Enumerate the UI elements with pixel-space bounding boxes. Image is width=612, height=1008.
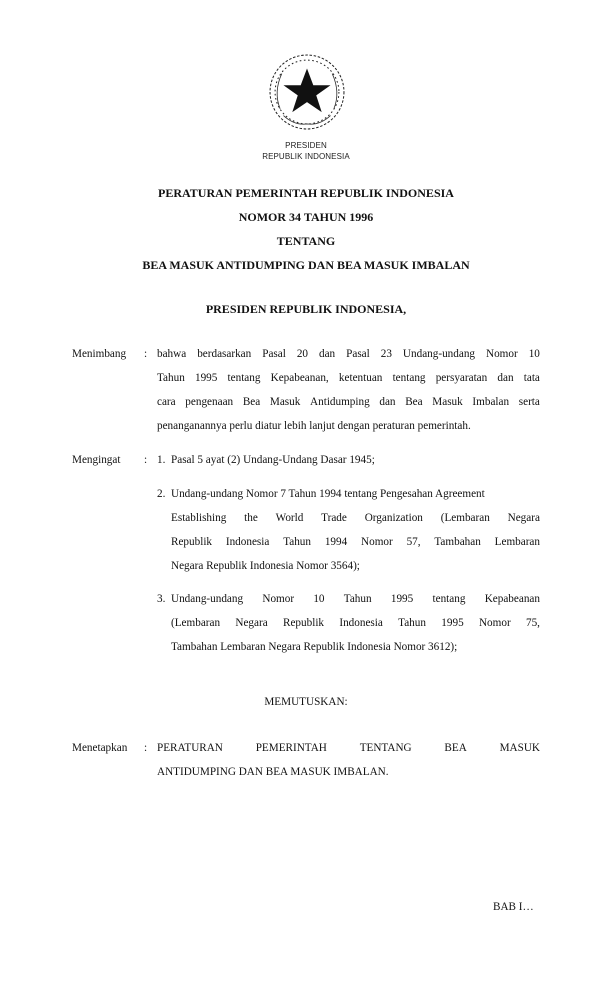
word: Imbalan [472,396,510,408]
word: Kepabeanan, [270,372,329,384]
word: BEA [444,742,467,754]
issuer-heading: PRESIDEN REPUBLIK INDONESIA, [205,302,407,316]
word: Pasal [346,348,370,360]
word: 10 [528,348,540,360]
word: Nomor [262,593,295,605]
mengingat-item-line: Pasal 5 ayat (2) Undang-Undang Dasar 1945; [171,454,375,466]
word: cara [157,396,176,408]
menimbang-line: penanganannya perlu diatur lebih lanjut dengan peraturan pemerintah. [157,420,471,432]
word: Nomor [486,348,518,360]
mengingat-item-line [171,616,540,630]
word: Organization [364,512,423,524]
word: bahwa [157,348,187,360]
word: dan [379,396,396,408]
word: PERATURAN [157,742,223,754]
word: dan [497,372,514,384]
word: Trade [321,512,347,524]
word: Establishing [171,512,227,524]
word: Nomor [361,536,393,548]
word: pengenaan [185,396,234,408]
word: Masuk [432,396,463,408]
menetapkan-line: ANTIDUMPING DAN BEA MASUK IMBALAN. [157,766,389,778]
word: 23 [380,348,392,360]
word: 1995 [390,593,414,605]
word: Masuk [269,396,301,408]
word: Republik [171,536,213,548]
mengingat-item-number: 2. [157,488,166,500]
word: MASUK [499,742,540,754]
word: 20 [296,348,309,360]
garuda-star-emblem-icon [265,50,349,134]
word: Tahun [157,372,185,384]
word: Pasal [262,348,286,360]
word: Republik [283,617,325,629]
memutuskan-heading: MEMUTUSKAN: [264,696,348,708]
menimbang-label: Menimbang [72,348,127,360]
menimbang-line [157,395,540,409]
regulation-subject: BEA MASUK ANTIDUMPING DAN BEA MASUK IMBALAN [142,258,470,272]
word: Lembaran [494,536,540,548]
emblem-caption-republik: REPUBLIK INDONESIA [262,152,350,161]
regulation-title: PERATURAN PEMERINTAH REPUBLIK INDONESIA [158,186,454,200]
word: tentang [392,372,426,384]
word: Undang-undang [171,593,244,605]
menetapkan-line [157,741,540,755]
word: TENTANG [359,742,412,754]
word: 1995 [194,372,218,384]
word: Tahun [283,536,311,548]
mengingat-item-line: Undang-undang Nomor 7 Tahun 1994 tentang Pengesahan Agreement [171,488,485,500]
word: Tahun [343,593,372,605]
word: Indonesia [225,536,270,548]
word: tata [523,372,540,384]
word: the [244,512,258,524]
word: Nomor [478,617,511,629]
word: Negara [235,617,268,629]
menimbang-line [157,371,540,385]
mengingat-item-number: 1. [157,454,166,466]
word: tentang [227,372,261,384]
word: ketentuan [338,372,383,384]
mengingat-item-line [171,511,540,525]
word: PEMERINTAH [255,742,327,754]
emblem-caption-presiden: PRESIDEN [285,141,327,150]
word: Tambahan [434,536,481,548]
word: (Lembaran [171,617,221,629]
word: Undang-undang [402,348,476,360]
word: Kepabeanan [484,593,540,605]
menimbang-line [157,347,540,361]
word: Antidumping [310,396,370,408]
word: dan [319,348,336,360]
word: Negara [507,512,540,524]
word: World [275,512,304,524]
menetapkan-colon: : [144,742,148,754]
word: 10 [313,593,325,605]
word: persyaratan [435,372,488,384]
word: (Lembaran [440,512,490,524]
word: 57, [406,536,421,548]
word: 75, [525,617,540,629]
word: 1995 [441,617,464,629]
mengingat-label: Mengingat [72,454,121,466]
mengingat-item-line [171,535,540,549]
page-continuation: BAB I… [493,901,534,913]
mengingat-item-line [171,592,540,606]
word: serta [518,396,540,408]
menetapkan-label: Menetapkan [72,742,128,754]
word: 1994 [324,536,348,548]
word: tentang [432,593,466,605]
menimbang-colon: : [144,348,148,360]
word: Indonesia [339,617,383,629]
mengingat-colon: : [144,454,148,466]
word: Tahun [398,617,426,629]
word: Bea [242,396,261,408]
regulation-number: NOMOR 34 TAHUN 1996 [238,210,374,224]
regulation-tentang: TENTANG [276,234,336,248]
mengingat-item-line: Negara Republik Indonesia Nomor 3564); [171,560,360,572]
word: berdasarkan [197,348,252,360]
mengingat-item-number: 3. [157,593,166,605]
word: Bea [405,396,423,408]
mengingat-item-line: Tambahan Lembaran Negara Republik Indonesia Nomor 3612); [171,641,458,653]
